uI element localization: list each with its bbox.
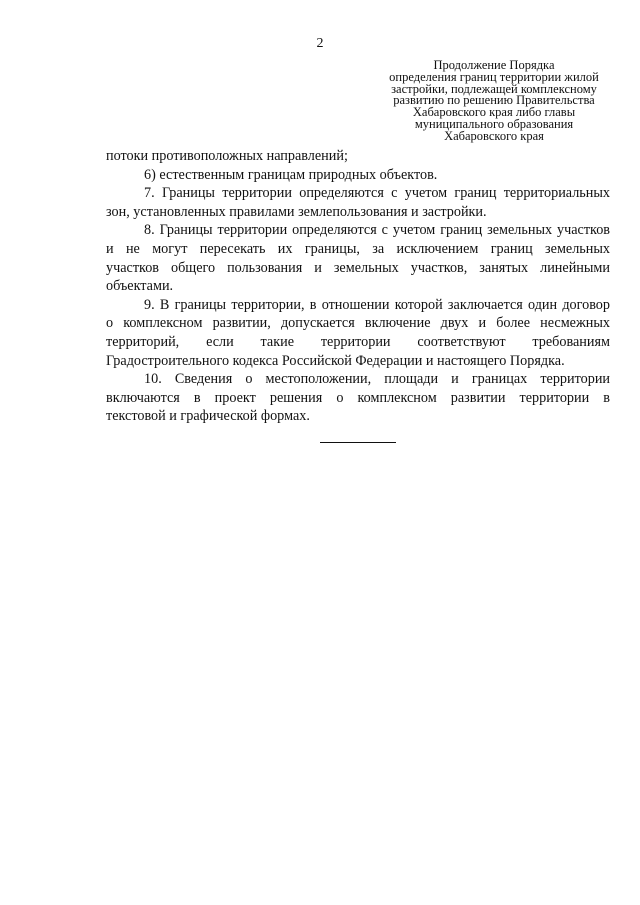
text-line: 10. Сведения о местоположении, площади и границах территории	[144, 371, 610, 388]
text-line: территорий, если такие территории соответствуют требованиям	[106, 333, 610, 350]
header-line: Хабаровского края либо главы	[412, 105, 576, 120]
header-line: определения границ территории жилой	[389, 69, 599, 84]
text-line: о комплексном развитии, допускается включение двух и более несмежных	[106, 315, 610, 332]
header-line: развитию по решению Правительства	[393, 93, 595, 108]
page-number: 2	[316, 36, 324, 51]
text-line: текстовой и графической формах.	[106, 408, 310, 425]
paragraph-item-7	[106, 184, 610, 221]
header-line: муниципального образования	[414, 116, 574, 131]
text-line: Градостроительного кодекса Российской Федерации и настоящего Порядка.	[106, 352, 565, 369]
text-line: 8. Границы территории определяются с учетом границ земельных участков	[144, 222, 610, 239]
paragraph-item-8	[106, 221, 610, 295]
header-line: Хабаровского края	[444, 128, 544, 143]
continuation-header	[380, 60, 608, 143]
text-line: зон, установленных правилами землепользования и застройки.	[106, 203, 487, 220]
text-line: и не могут пересекать их границы, за исключением границ земельных	[106, 240, 610, 257]
text-line: 9. В границы территории, в отношении которой заключается один договор	[144, 296, 610, 313]
text-line: 6) естественным границам природных объектов.	[144, 166, 438, 183]
document-body	[106, 147, 610, 426]
paragraph-continuation	[106, 147, 610, 166]
paragraph-item-9	[106, 296, 610, 370]
header-line: застройки, подлежащей комплексному	[391, 81, 597, 96]
end-of-text-rule	[320, 442, 396, 443]
paragraph-item-6	[106, 166, 610, 185]
text-line: объектами.	[106, 278, 174, 295]
text-line: потоки противоположных направлений;	[106, 148, 348, 164]
paragraph-item-10	[106, 370, 610, 426]
header-line: Продолжение Порядка	[433, 58, 555, 72]
text-line: включаются в проект решения о комплексном развитии территории в	[106, 389, 610, 406]
text-line: участков общего пользования и земельных участков, занятых линейными	[106, 259, 610, 276]
text-line: 7. Границы территории определяются с учетом границ территориальных	[144, 185, 610, 202]
